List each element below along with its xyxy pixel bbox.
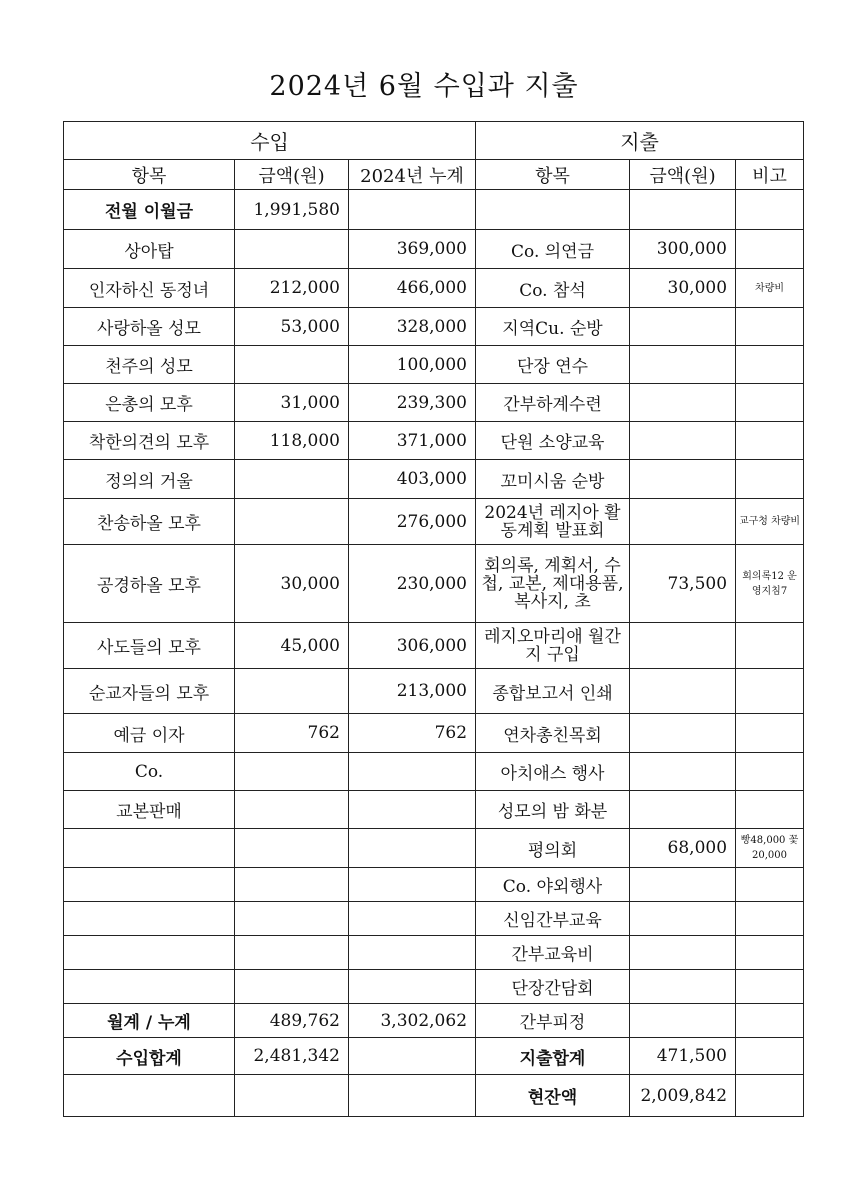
income-item-cell: 사도들의 모후 (64, 623, 235, 669)
section-header-row (64, 122, 804, 160)
table-row (64, 714, 804, 753)
table-row (64, 1004, 804, 1038)
income-amount-cell (235, 791, 349, 829)
income-item-cell: 천주의 성모 (64, 346, 235, 384)
note-cell: 차량비 (736, 269, 804, 308)
income-amount-cell (235, 936, 349, 970)
expense-item-cell: 지출합계 (476, 1038, 630, 1075)
income-amount-cell (235, 499, 349, 545)
income-cumulative-header: 2024년 누계 (349, 160, 476, 190)
income-amount-cell (235, 1075, 349, 1117)
note-header: 비고 (736, 160, 804, 190)
note-cell (736, 190, 804, 230)
expense-amount-cell: 300,000 (630, 230, 736, 269)
income-amount-cell (235, 970, 349, 1004)
income-cumulative-cell (349, 868, 476, 902)
income-item-cell (64, 936, 235, 970)
expense-item-cell: 신임간부교육 (476, 902, 630, 936)
note-cell (736, 753, 804, 791)
expense-item-cell: 종합보고서 인쇄 (476, 669, 630, 714)
expense-amount-cell: 73,500 (630, 545, 736, 623)
note-cell (736, 1075, 804, 1117)
income-item-cell (64, 829, 235, 868)
income-amount-cell: 1,991,580 (235, 190, 349, 230)
note-cell (736, 1038, 804, 1075)
income-amount-header: 금액(원) (235, 160, 349, 190)
table-row (64, 970, 804, 1004)
expense-amount-cell (630, 970, 736, 1004)
income-item-cell (64, 970, 235, 1004)
income-amount-cell (235, 868, 349, 902)
income-item-cell: 찬송하올 모후 (64, 499, 235, 545)
income-cumulative-cell: 276,000 (349, 499, 476, 545)
expense-amount-cell: 30,000 (630, 269, 736, 308)
expense-item-cell: 단장간담회 (476, 970, 630, 1004)
income-cumulative-cell (349, 753, 476, 791)
expense-item-cell (476, 190, 630, 230)
expense-amount-cell (630, 936, 736, 970)
income-item-cell: 수입합계 (64, 1038, 235, 1075)
income-item-cell: 전월 이월금 (64, 190, 235, 230)
note-cell (736, 384, 804, 422)
expense-amount-cell (630, 1004, 736, 1038)
income-item-cell: 교본판매 (64, 791, 235, 829)
income-cumulative-cell: 328,000 (349, 308, 476, 346)
income-amount-cell: 30,000 (235, 545, 349, 623)
income-cumulative-cell: 213,000 (349, 669, 476, 714)
income-cumulative-cell: 369,000 (349, 230, 476, 269)
table-row (64, 902, 804, 936)
income-item-header: 항목 (64, 160, 235, 190)
expense-item-cell: 지역Cu. 순방 (476, 308, 630, 346)
expense-section-header: 지출 (476, 122, 804, 160)
income-amount-cell: 53,000 (235, 308, 349, 346)
note-cell (736, 868, 804, 902)
income-item-cell: 정의의 거울 (64, 460, 235, 499)
note-cell (736, 970, 804, 1004)
table-row (64, 190, 804, 230)
table-row (64, 868, 804, 902)
income-amount-cell (235, 669, 349, 714)
income-cumulative-cell: 239,300 (349, 384, 476, 422)
note-cell (736, 623, 804, 669)
table-row (64, 1075, 804, 1117)
note-cell (736, 308, 804, 346)
income-cumulative-cell (349, 791, 476, 829)
expense-amount-cell (630, 308, 736, 346)
income-cumulative-cell (349, 902, 476, 936)
income-amount-cell: 762 (235, 714, 349, 753)
table-row (64, 791, 804, 829)
expense-amount-cell (630, 902, 736, 936)
income-cumulative-cell (349, 936, 476, 970)
expense-item-cell: 회의록, 계획서, 수첩, 교본, 제대용품, 복사지, 초 (476, 545, 630, 623)
expense-item-cell: 간부하계수련 (476, 384, 630, 422)
income-cumulative-cell: 371,000 (349, 422, 476, 460)
income-item-cell (64, 902, 235, 936)
income-section-header: 수입 (64, 122, 476, 160)
table-row (64, 669, 804, 714)
table-row (64, 422, 804, 460)
income-amount-cell: 2,481,342 (235, 1038, 349, 1075)
expense-item-cell: 간부피정 (476, 1004, 630, 1038)
note-cell: 회의록12 운영지침7 (736, 545, 804, 623)
expense-amount-cell (630, 714, 736, 753)
income-cumulative-cell: 230,000 (349, 545, 476, 623)
income-cumulative-cell: 466,000 (349, 269, 476, 308)
expense-amount-cell: 2,009,842 (630, 1075, 736, 1117)
expense-amount-cell (630, 422, 736, 460)
expense-item-cell: 현잔액 (476, 1075, 630, 1117)
income-cumulative-cell: 100,000 (349, 346, 476, 384)
income-cumulative-cell (349, 829, 476, 868)
expense-item-cell: Co. 참석 (476, 269, 630, 308)
column-header-row (64, 160, 804, 190)
expense-amount-cell (630, 499, 736, 545)
income-amount-cell (235, 346, 349, 384)
expense-item-cell: 아치애스 행사 (476, 753, 630, 791)
note-cell (736, 669, 804, 714)
income-cumulative-cell (349, 970, 476, 1004)
income-item-cell: 예금 이자 (64, 714, 235, 753)
income-cumulative-cell (349, 190, 476, 230)
note-cell (736, 936, 804, 970)
note-cell: 교구청 차량비 (736, 499, 804, 545)
income-cumulative-cell (349, 1038, 476, 1075)
income-amount-cell (235, 230, 349, 269)
income-item-cell: 착한의견의 모후 (64, 422, 235, 460)
income-item-cell: 공경하올 모후 (64, 545, 235, 623)
income-amount-cell: 489,762 (235, 1004, 349, 1038)
table-row (64, 460, 804, 499)
income-item-cell: 사랑하올 성모 (64, 308, 235, 346)
expense-amount-cell (630, 346, 736, 384)
income-item-cell (64, 868, 235, 902)
expense-item-cell: 꼬미시움 순방 (476, 460, 630, 499)
note-cell: 빵48,000 꽃20,000 (736, 829, 804, 868)
income-item-cell (64, 1075, 235, 1117)
expense-item-cell: 성모의 밤 화분 (476, 791, 630, 829)
income-amount-cell: 45,000 (235, 623, 349, 669)
income-item-cell: 상아탑 (64, 230, 235, 269)
expense-amount-cell: 471,500 (630, 1038, 736, 1075)
expense-amount-cell (630, 791, 736, 829)
table-row (64, 384, 804, 422)
income-amount-cell (235, 829, 349, 868)
page-title: 2024년 6월 수입과 지출 (269, 71, 579, 102)
expense-item-cell: 레지오마리애 월간지 구입 (476, 623, 630, 669)
expense-item-cell: 단장 연수 (476, 346, 630, 384)
table-row (64, 829, 804, 868)
table-row (64, 936, 804, 970)
expense-item-cell: 2024년 레지아 활동계획 발표회 (476, 499, 630, 545)
income-item-cell: 인자하신 동정녀 (64, 269, 235, 308)
note-cell (736, 902, 804, 936)
expense-item-header: 항목 (476, 160, 630, 190)
table-row (64, 1038, 804, 1075)
note-cell (736, 422, 804, 460)
expense-item-cell: 평의회 (476, 829, 630, 868)
table-row (64, 269, 804, 308)
income-cumulative-cell: 403,000 (349, 460, 476, 499)
expense-amount-cell (630, 460, 736, 499)
income-item-cell: Co. (64, 753, 235, 791)
ledger-table (63, 121, 804, 1117)
expense-amount-header: 금액(원) (630, 160, 736, 190)
table-row (64, 230, 804, 269)
note-cell (736, 230, 804, 269)
table-row (64, 545, 804, 623)
income-amount-cell (235, 460, 349, 499)
expense-amount-cell: 68,000 (630, 829, 736, 868)
expense-amount-cell (630, 190, 736, 230)
expense-amount-cell (630, 868, 736, 902)
income-amount-cell: 118,000 (235, 422, 349, 460)
expense-amount-cell (630, 623, 736, 669)
note-cell (736, 346, 804, 384)
expense-amount-cell (630, 669, 736, 714)
income-cumulative-cell: 762 (349, 714, 476, 753)
table-row (64, 623, 804, 669)
income-amount-cell (235, 753, 349, 791)
income-cumulative-cell: 3,302,062 (349, 1004, 476, 1038)
expense-amount-cell (630, 384, 736, 422)
table-row (64, 753, 804, 791)
expense-item-cell: Co. 야외행사 (476, 868, 630, 902)
income-item-cell: 은총의 모후 (64, 384, 235, 422)
income-item-cell: 월계 / 누계 (64, 1004, 235, 1038)
income-cumulative-cell (349, 1075, 476, 1117)
income-amount-cell: 212,000 (235, 269, 349, 308)
expense-item-cell: 간부교육비 (476, 936, 630, 970)
expense-item-cell: Co. 의연금 (476, 230, 630, 269)
note-cell (736, 791, 804, 829)
note-cell (736, 714, 804, 753)
note-cell (736, 460, 804, 499)
table-row (64, 308, 804, 346)
income-cumulative-cell: 306,000 (349, 623, 476, 669)
expense-item-cell: 단원 소양교육 (476, 422, 630, 460)
income-amount-cell: 31,000 (235, 384, 349, 422)
table-row (64, 346, 804, 384)
expense-amount-cell (630, 753, 736, 791)
income-item-cell: 순교자들의 모후 (64, 669, 235, 714)
income-amount-cell (235, 902, 349, 936)
note-cell (736, 1004, 804, 1038)
expense-item-cell: 연차총친목회 (476, 714, 630, 753)
table-row (64, 499, 804, 545)
